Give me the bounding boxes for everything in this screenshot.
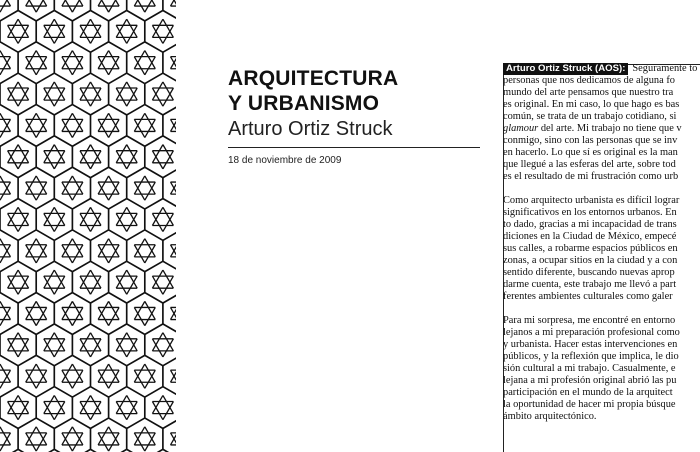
pattern-stroke <box>18 105 36 115</box>
pattern-stroke <box>127 167 145 177</box>
glamour-word: glamour <box>503 123 539 134</box>
article-body <box>503 63 700 452</box>
pattern-stroke <box>90 73 108 83</box>
pattern-stroke <box>0 418 18 428</box>
body-line: mundo del arte pensamos que nuestro tra <box>503 87 674 98</box>
pattern-stroke <box>127 105 145 115</box>
body-line: to dado, gracias a mi incapacidad de trans <box>503 219 677 230</box>
article-title <box>228 66 488 116</box>
pattern-stroke <box>109 105 127 115</box>
pattern-stroke <box>54 230 72 240</box>
article-author: Arturo Ortiz Struck <box>228 118 480 148</box>
pattern-stroke <box>127 261 145 271</box>
body-line: es el resultado de mi frustración como urb <box>503 171 679 182</box>
pattern-stroke <box>18 293 36 303</box>
pattern-stroke <box>163 355 176 365</box>
pattern-stroke <box>163 387 176 397</box>
pattern-stroke <box>18 42 36 52</box>
pattern-stroke <box>54 199 72 209</box>
pattern-stroke <box>109 261 127 271</box>
body-line: zonas, a ocupar sitios en la ciudad y a con <box>503 255 678 266</box>
pattern-stroke <box>54 387 72 397</box>
pattern-stroke <box>127 293 145 303</box>
pattern-stroke <box>127 42 145 52</box>
pattern-stroke <box>18 230 36 240</box>
pattern-stroke <box>18 73 36 83</box>
pattern-stroke <box>163 167 176 177</box>
pattern-stroke <box>18 261 36 271</box>
pattern-stroke <box>127 356 145 366</box>
pattern-stroke <box>127 73 145 83</box>
pattern-stroke <box>109 356 127 366</box>
pattern-stroke <box>163 199 176 209</box>
pattern-stroke <box>72 42 90 52</box>
pattern-stroke <box>73 11 91 21</box>
body-line: diciones en la Ciudad de México, empecé <box>503 231 677 242</box>
body-line: común, se trata de un trabajo cotidiano, si <box>503 111 677 122</box>
pattern-stroke <box>145 199 163 209</box>
pattern-stroke <box>0 324 18 334</box>
pattern-stroke <box>145 136 163 146</box>
pattern-stroke <box>73 199 91 209</box>
pattern-stroke <box>127 418 145 428</box>
pattern-stroke <box>163 418 176 428</box>
body-line: sión cultural a mi trabajo. Casualmente, e <box>503 363 676 374</box>
pattern-stroke <box>0 387 18 397</box>
title-line-1: ARQUITECTURA <box>228 67 399 90</box>
pattern-stroke <box>91 356 109 366</box>
pattern-stroke <box>91 42 109 52</box>
lead-label: Arturo Ortiz Struck (AOS): <box>503 63 628 75</box>
pattern-stroke <box>91 105 109 115</box>
pattern-stroke <box>54 105 72 115</box>
article-header <box>228 66 488 166</box>
pattern-stroke <box>90 261 108 271</box>
pattern-stroke <box>109 199 127 209</box>
body-text: del arte. Mi trabajo no tiene que v <box>538 123 682 134</box>
pattern-stroke <box>163 105 176 115</box>
pattern-stroke <box>54 42 72 52</box>
pattern-stroke <box>91 293 109 303</box>
pattern-stroke <box>36 73 54 83</box>
pattern-stroke <box>127 387 145 397</box>
pattern-stroke <box>109 73 127 83</box>
pattern-stroke <box>54 11 72 21</box>
pattern-stroke <box>145 42 163 52</box>
pattern-stroke <box>18 387 36 397</box>
pattern-stroke <box>18 418 36 428</box>
pattern-stroke <box>163 230 176 240</box>
pattern-stroke <box>163 418 176 428</box>
pattern-stroke <box>36 230 54 240</box>
pattern-stroke <box>109 387 127 397</box>
pattern-stroke <box>73 136 91 146</box>
pattern-stroke <box>163 136 176 146</box>
geometric-hexagon-pattern <box>0 0 176 452</box>
pattern-stroke <box>163 324 176 334</box>
body-line: personas que nos dedicamos de alguna fo <box>503 75 675 86</box>
body-line: Para mi sorpresa, me encontré en entorno <box>503 315 676 326</box>
pattern-stroke <box>54 73 72 83</box>
pattern-stroke <box>36 324 54 334</box>
body-line: lejanos a mi preparación profesional como <box>503 327 680 338</box>
pattern-stroke <box>163 261 176 271</box>
pattern-stroke <box>72 356 90 366</box>
pattern-stroke <box>163 292 176 302</box>
pattern-stroke <box>127 324 145 334</box>
pattern-stroke <box>145 261 163 271</box>
pattern-stroke <box>54 293 72 303</box>
body-line: que llegué a las esferas del arte, sobre tod <box>503 159 676 170</box>
pattern-stroke <box>54 324 72 334</box>
pattern-stroke <box>36 11 54 21</box>
body-text: Seguramente to <box>632 63 698 74</box>
pattern-stroke <box>163 11 176 21</box>
article-date: 18 de noviembre de 2009 <box>228 155 342 166</box>
pattern-stroke <box>163 356 176 366</box>
body-line: participación en el mundo de la arquitect <box>503 387 673 398</box>
pattern-stroke <box>145 293 163 303</box>
pattern-stroke <box>36 387 54 397</box>
pattern-stroke <box>72 230 90 240</box>
pattern-stroke <box>109 11 127 21</box>
pattern-stroke <box>163 73 176 83</box>
body-line: públicos, y la reflexión que implica, le dio <box>503 351 679 362</box>
pattern-stroke <box>163 230 176 240</box>
pattern-stroke <box>127 199 145 209</box>
pattern-stroke <box>73 387 91 397</box>
body-line: es original. En mi caso, lo que hago es bas <box>503 99 680 110</box>
pattern-stroke <box>36 199 54 209</box>
pattern-stroke <box>90 199 108 209</box>
pattern-stroke <box>18 356 36 366</box>
pattern-stroke <box>145 387 163 397</box>
pattern-stroke <box>36 136 54 146</box>
pattern-stroke <box>36 42 54 52</box>
pattern-stroke <box>91 167 109 177</box>
pattern-stroke <box>109 418 127 428</box>
pattern-stroke <box>109 324 127 334</box>
body-line: ferentes ambientes culturales como galer <box>503 291 673 302</box>
pattern-stroke <box>73 324 91 334</box>
pattern-stroke <box>54 418 72 428</box>
pattern-stroke <box>54 261 72 271</box>
body-line: la oportunidad de hacer mi propia búsque <box>503 399 676 410</box>
pattern-stroke <box>0 356 18 366</box>
pattern-stroke <box>54 356 72 366</box>
pattern-stroke <box>54 136 72 146</box>
body-line: sentido diferente, buscando nuevas aprop <box>503 267 675 278</box>
pattern-stroke <box>90 11 108 21</box>
pattern-stroke <box>145 418 163 428</box>
pattern-stroke <box>127 11 145 21</box>
pattern-stroke <box>109 167 127 177</box>
pattern-stroke <box>36 293 54 303</box>
pattern-stroke <box>145 11 163 21</box>
body-line: y urbanista. Hacer estas intervenciones en <box>503 339 678 350</box>
pattern-stroke <box>145 105 163 115</box>
pattern-stroke <box>0 73 18 83</box>
paragraph-gap <box>503 303 700 315</box>
pattern-stroke <box>0 199 18 209</box>
pattern-stroke <box>109 42 127 52</box>
pattern-stroke <box>36 167 54 177</box>
pattern-stroke <box>72 293 90 303</box>
pattern-stroke <box>91 418 109 428</box>
pattern-stroke <box>36 356 54 366</box>
pattern-stroke <box>18 167 36 177</box>
body-line: lejana a mi profesión original abrió las pu <box>503 375 677 386</box>
body-line <box>503 123 700 135</box>
body-line: sus calles, a robarme espacios públicos en <box>503 243 678 254</box>
pattern-stroke <box>127 230 145 240</box>
pattern-stroke <box>0 293 18 303</box>
pattern-stroke <box>0 11 18 21</box>
pattern-stroke <box>163 104 176 114</box>
body-line: ámbito arquitectónico. <box>503 411 597 422</box>
pattern-stroke <box>0 42 18 52</box>
pattern-stroke <box>36 105 54 115</box>
body-line: conmigo, sino con las personas que se inv <box>503 135 678 146</box>
pattern-stroke <box>163 167 176 177</box>
pattern-stroke <box>0 261 18 271</box>
pattern-stroke <box>91 230 109 240</box>
pattern-stroke <box>18 11 36 21</box>
pattern-stroke <box>0 230 18 240</box>
pattern-stroke <box>163 293 176 303</box>
paragraph-gap <box>503 183 700 195</box>
body-line: darme cuenta, este trabajo me llevó a part <box>503 279 677 290</box>
pattern-stroke <box>72 167 90 177</box>
pattern-stroke <box>90 387 108 397</box>
pattern-stroke <box>18 199 36 209</box>
pattern-stroke <box>145 324 163 334</box>
pattern-stroke <box>90 136 108 146</box>
pattern-stroke <box>36 418 54 428</box>
pattern-stroke <box>90 324 108 334</box>
pattern-stroke <box>109 230 127 240</box>
pattern-stroke <box>145 230 163 240</box>
pattern-stroke <box>109 136 127 146</box>
pattern-stroke <box>145 167 163 177</box>
body-line: significativos en los entornos urbanos. En <box>503 207 677 218</box>
pattern-stroke <box>73 261 91 271</box>
pattern-stroke <box>109 293 127 303</box>
pattern-stroke <box>73 73 91 83</box>
pattern-stroke <box>145 73 163 83</box>
pattern-stroke <box>18 136 36 146</box>
pattern-stroke <box>0 105 18 115</box>
pattern-stroke <box>0 167 18 177</box>
pattern-stroke <box>18 324 36 334</box>
title-line-2: Y URBANISMO <box>228 92 380 115</box>
pattern-stroke <box>163 42 176 52</box>
pattern-stroke <box>127 136 145 146</box>
pattern-stroke <box>72 418 90 428</box>
pattern-stroke <box>54 167 72 177</box>
body-line <box>503 63 700 75</box>
body-line: en hacerlo. Lo que sí es original es la man <box>503 147 678 158</box>
pattern-stroke <box>163 42 176 52</box>
body-line: Como arquitecto urbanista es difícil lograr <box>503 195 680 206</box>
pattern-stroke <box>145 356 163 366</box>
pattern-stroke <box>36 261 54 271</box>
pattern-stroke <box>72 105 90 115</box>
pattern-stroke <box>0 136 18 146</box>
